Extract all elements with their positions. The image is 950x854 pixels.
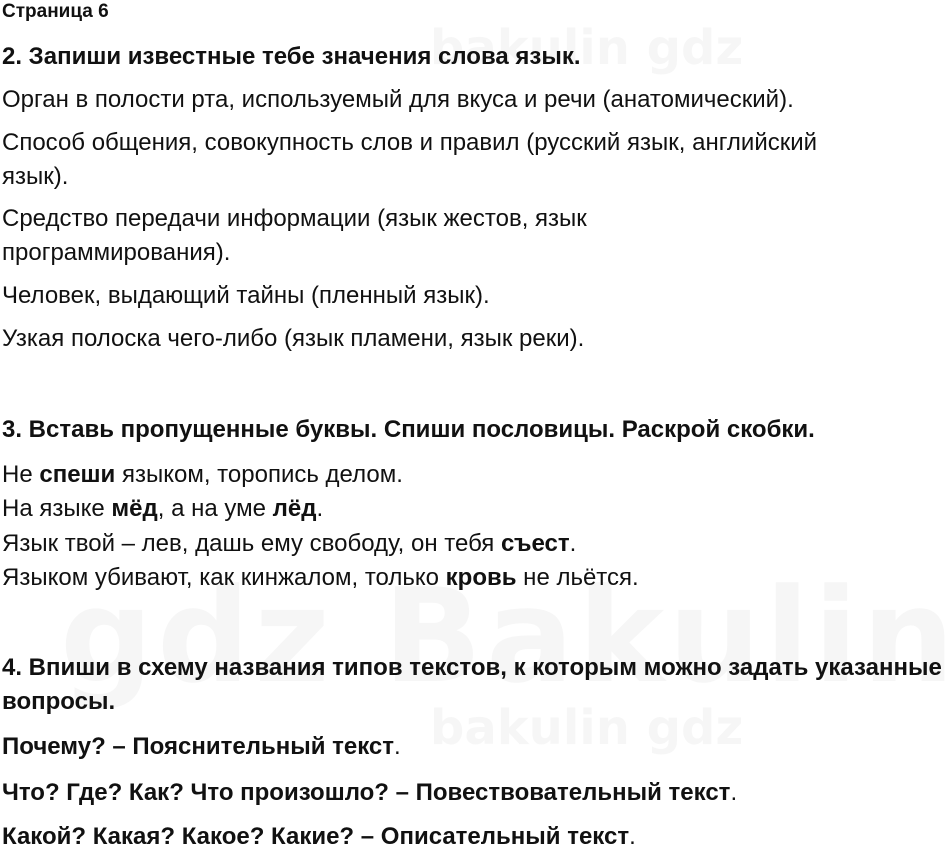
proverb-line xyxy=(2,458,403,492)
answer-period: . xyxy=(394,733,401,760)
proverb-text: На языке xyxy=(2,495,112,522)
proverb-text: языком, торопись делом. xyxy=(115,461,403,488)
proverb-text: Не xyxy=(2,461,40,488)
answer-period: . xyxy=(629,823,636,850)
text-type-question: Что? Где? Как? Что произошло? – Повествовательный текст xyxy=(2,779,731,806)
proverb-text: . xyxy=(569,530,577,557)
proverb-text: . xyxy=(316,495,324,522)
text-type-answer xyxy=(2,730,401,764)
text-type-question: Почему? – Пояснительный текст xyxy=(2,733,395,760)
task-2-meaning-3: Средство передачи информации (язык жестов, язык программирования). xyxy=(2,205,587,266)
task-2-meaning-2: Способ общения, совокупность слов и правил (русский язык, английский язык). xyxy=(2,129,818,190)
proverb-text: Языком убивают, как кинжалом, только xyxy=(2,564,446,591)
answer-period: . xyxy=(730,779,738,806)
task-2-heading: 2. Запиши известные тебе значения слова язык. xyxy=(2,43,581,70)
proverb-inserted-word: спеши xyxy=(39,461,116,488)
task-3-heading: 3. Вставь пропущенные буквы. Спиши пословицы. Раскрой скобки. xyxy=(2,416,815,443)
proverb-text: , а на уме xyxy=(157,495,273,522)
proverb-inserted-word: кровь xyxy=(445,564,517,591)
proverb-line xyxy=(2,527,576,561)
proverb-text: не льётся. xyxy=(516,564,639,591)
task-2-meaning-4: Человек, выдающий тайны (пленный язык). xyxy=(2,282,490,309)
proverb-line xyxy=(2,561,639,595)
task-2-meaning-5: Узкая полоска чего-либо (язык пламени, язык реки). xyxy=(2,325,585,352)
page-number-label: Страница 6 xyxy=(2,1,109,22)
task-4-heading: 4. Впиши в схему названия типов текстов, к которым можно задать указанные вопросы. xyxy=(2,654,942,715)
task-2-meaning-1: Орган в полости рта, используемый для вкуса и речи (анатомический). xyxy=(2,86,794,113)
text-type-answer xyxy=(2,776,737,810)
text-type-question: Какой? Какая? Какое? Какие? – Описательный текст xyxy=(2,823,630,850)
proverb-line xyxy=(2,492,323,526)
proverb-inserted-word: съест xyxy=(500,530,570,557)
proverb-inserted-word: лёд xyxy=(272,495,317,522)
proverb-text: Язык твой – лев, дашь ему свободу, он тебя xyxy=(2,530,501,557)
proverb-inserted-word: мёд xyxy=(111,495,158,522)
